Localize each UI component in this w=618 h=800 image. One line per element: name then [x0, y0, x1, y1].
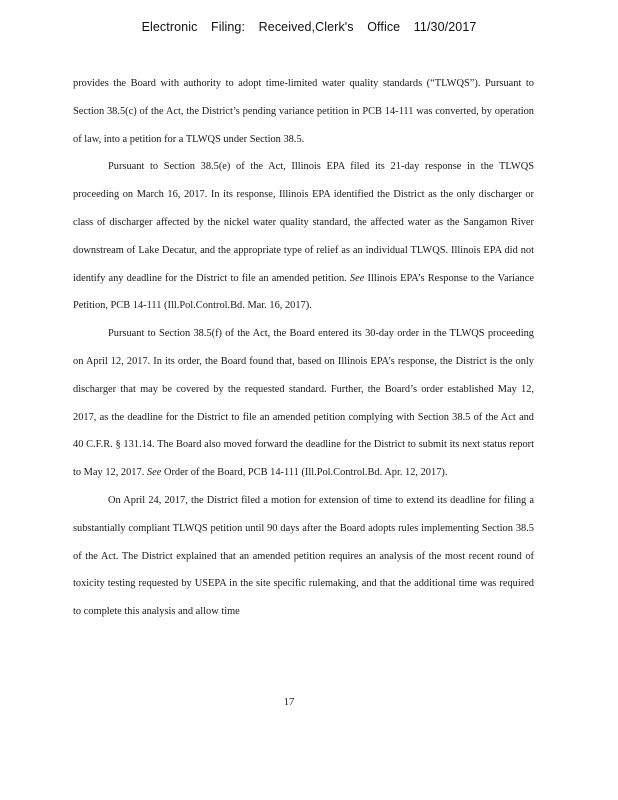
paragraph-text: Pursuant to Section 38.5(e) of the Act, Illinois EPA filed its 21-day response in the TLWQS proceeding on March 16, 2017. In its response, Illinois EPA identified the District as the only discharger or class of discharger affected by the nickel water quality standard, the affected water as the Sangamon River downstream of Lake Decatur, and the appropriate type of relief as an individual TLWQS. Illinois EPA did not identify any deadline for the District to file an amended petition.: [73, 161, 534, 284]
citation-text: Illinois EPA’s Response to the Variance Petition, PCB 14-111 (Ill.Pol.Control.Bd. Mar. 16, 2017).: [73, 272, 534, 312]
filing-stamp-header: Electronic Filing: Received,Clerk's Office 11/30/2017: [141, 20, 477, 34]
document-body: [73, 70, 534, 626]
citation-signal: See: [349, 272, 365, 284]
citation-signal: See: [146, 467, 162, 479]
paragraph-illinois-epa-response: [73, 153, 534, 320]
paragraph-board-order: [73, 320, 534, 487]
paragraph-text: Pursuant to Section 38.5(f) of the Act, the Board entered its 30-day order in the TLWQS proceeding on April 12, 2017. In its order, the Board found that, based on Illinois EPA’s response, the District is the only discharger that may be covered by the requested standard. Further, the Board’s order established May 12, 2017, as the deadline for the District to file an amended petition complying with Section 38.5 of the Act and 40 C.F.R. § 131.14. The Board also moved forward the deadline for the District to submit its next status report to May 12, 2017.: [73, 328, 534, 479]
page-number: 17: [283, 697, 295, 708]
paragraph-extension-motion: [73, 487, 534, 626]
citation-text: Order of the Board, PCB 14-111 (Ill.Pol.Control.Bd. Apr. 12, 2017).: [163, 467, 448, 479]
paragraph-text: provides the Board with authority to adopt time-limited water quality standards (“TLWQS”). Pursuant to Section 38.5(c) of the Act, the District’s pending variance petition in PCB 14-111 was converted, by operation of law, into a petition for a TLWQS under Section 38.5.: [73, 78, 534, 145]
paragraph-text: On April 24, 2017, the District filed a motion for extension of time to extend its deadline for filing a substantially compliant TLWQS petition until 90 days after the Board adopts rules implementing Section 38.5 of the Act. The District explained that an amended petition requires an analysis of the most recent round of toxicity testing requested by USEPA in the site specific rulemaking, and that the additional time was required to complete this analysis and allow time: [73, 494, 534, 618]
paragraph-tlwqs-authority: [73, 70, 534, 153]
